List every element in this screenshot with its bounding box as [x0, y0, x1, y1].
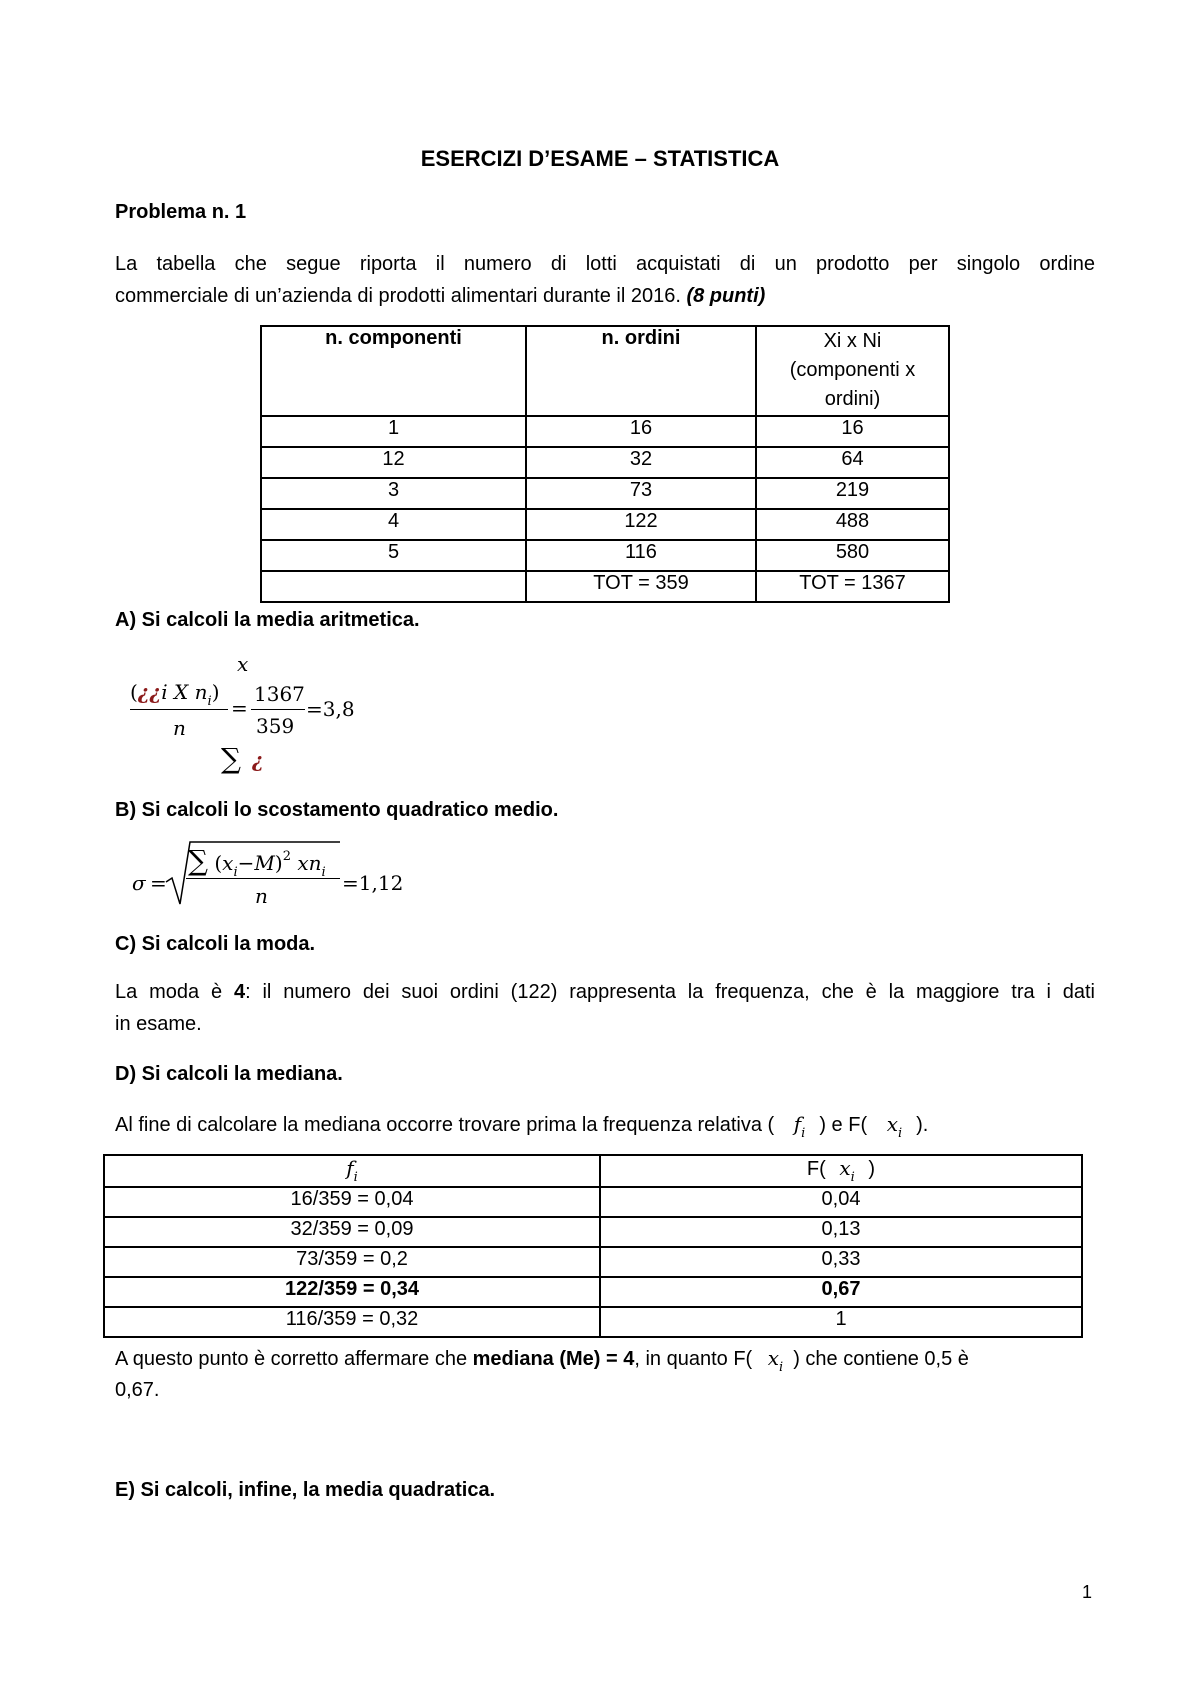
table-row: 73/359 = 0,2 0,33 — [104, 1247, 1082, 1277]
answer-c-line-1: La moda è 4: il numero dei suoi ordini (122) rappresenta la frequenza, che è la maggiore tra i dati — [115, 981, 1095, 1003]
table-row: 4 122 488 — [261, 509, 949, 540]
intro-line-1: La tabella che segue riporta il numero di lotti acquistati di un prodotto per singolo ordine — [115, 253, 1095, 275]
header-orders: n. ordini — [526, 326, 756, 416]
header-components: n. componenti — [261, 326, 526, 416]
intro-line-2 — [115, 280, 1095, 312]
formula-b-fraction-bar — [186, 878, 340, 879]
formula-b-numerator: ∑ $(x_i-M)^2$ $xn_i$ — [188, 844, 326, 880]
question-e: E) Si calcoli, infine, la media quadratica. — [115, 1479, 496, 1501]
question-c: C) Si calcoli la moda. — [115, 933, 316, 955]
table-row: 116/359 = 0,32 1 — [104, 1307, 1082, 1337]
median-intro: Al fine di calcolare la mediana occorre trovare prima la frequenza relativa ( $f_i$ ) e F( $x_i$ ). — [115, 1112, 929, 1141]
conclusion-line-1: A questo punto è corretto affermare che mediana (Me) = 4, in quanto F( $x_i$ ) che contiene 0,5 è — [115, 1346, 969, 1375]
formula-b-result: =1,12 — [342, 871, 404, 895]
problem-label: Problema n. 1 — [115, 201, 247, 223]
formula-a-sigma: ∑ — [221, 742, 241, 775]
table-total-row: TOT = 359 TOT = 1367 — [261, 571, 949, 602]
formula-a-denominator: n — [173, 716, 186, 740]
document-title: ESERCIZI D’ESAME – STATISTICA — [420, 146, 780, 171]
answer-c-line-2: in esame. — [115, 1013, 202, 1035]
formula-a-equals: = — [231, 696, 248, 720]
formula-a-fraction-bar-2 — [251, 709, 305, 710]
header-cumulative-frequency: F( $x_i$ ) — [600, 1155, 1082, 1187]
table-row: 32/359 = 0,09 0,13 — [104, 1217, 1082, 1247]
header-relative-frequency: $f_i$ — [104, 1155, 600, 1187]
formula-b-sigma-symbol: σ — [132, 871, 146, 895]
formula-a-fraction-bar-1 — [130, 709, 228, 710]
components-table — [260, 325, 950, 603]
conclusion-line-2: 0,67. — [115, 1379, 160, 1401]
formula-a-frac-numerator: 1367 — [254, 682, 305, 706]
formula-a-result: =3,8 — [306, 697, 355, 721]
formula-a-sigma-garbled: ¿ — [252, 748, 264, 772]
table-row-highlighted: 122/359 = 0,34 0,67 — [104, 1277, 1082, 1307]
header-xini: Xi x Ni (componenti x ordini) — [756, 326, 949, 416]
intro-line-2-main: commerciale di un’azienda di prodotti alimentari durante il 2016. — [115, 285, 681, 307]
page-number: 1 — [1081, 1582, 1092, 1602]
formula-b-denominator: n — [255, 884, 268, 908]
formula-b-equals: = — [150, 871, 167, 895]
formula-a-x: x — [237, 652, 249, 676]
question-a: A) Si calcoli la media aritmetica. — [115, 609, 420, 631]
table-row: 1 16 16 — [261, 416, 949, 447]
intro-points: (8 punti) — [686, 285, 766, 307]
table-row: 16/359 = 0,04 0,04 — [104, 1187, 1082, 1217]
table-header-row — [261, 326, 949, 416]
formula-a-frac-denominator: 359 — [256, 714, 295, 738]
table-row: 12 32 64 — [261, 447, 949, 478]
table-header-row — [104, 1155, 1082, 1187]
table-row: 5 116 580 — [261, 540, 949, 571]
formula-a-numerator: (¿¿i X $n_i$) — [130, 680, 220, 709]
table-row: 3 73 219 — [261, 478, 949, 509]
frequency-table — [103, 1154, 1083, 1338]
question-d: D) Si calcoli la mediana. — [115, 1063, 343, 1085]
question-b: B) Si calcoli lo scostamento quadratico medio. — [115, 799, 559, 821]
